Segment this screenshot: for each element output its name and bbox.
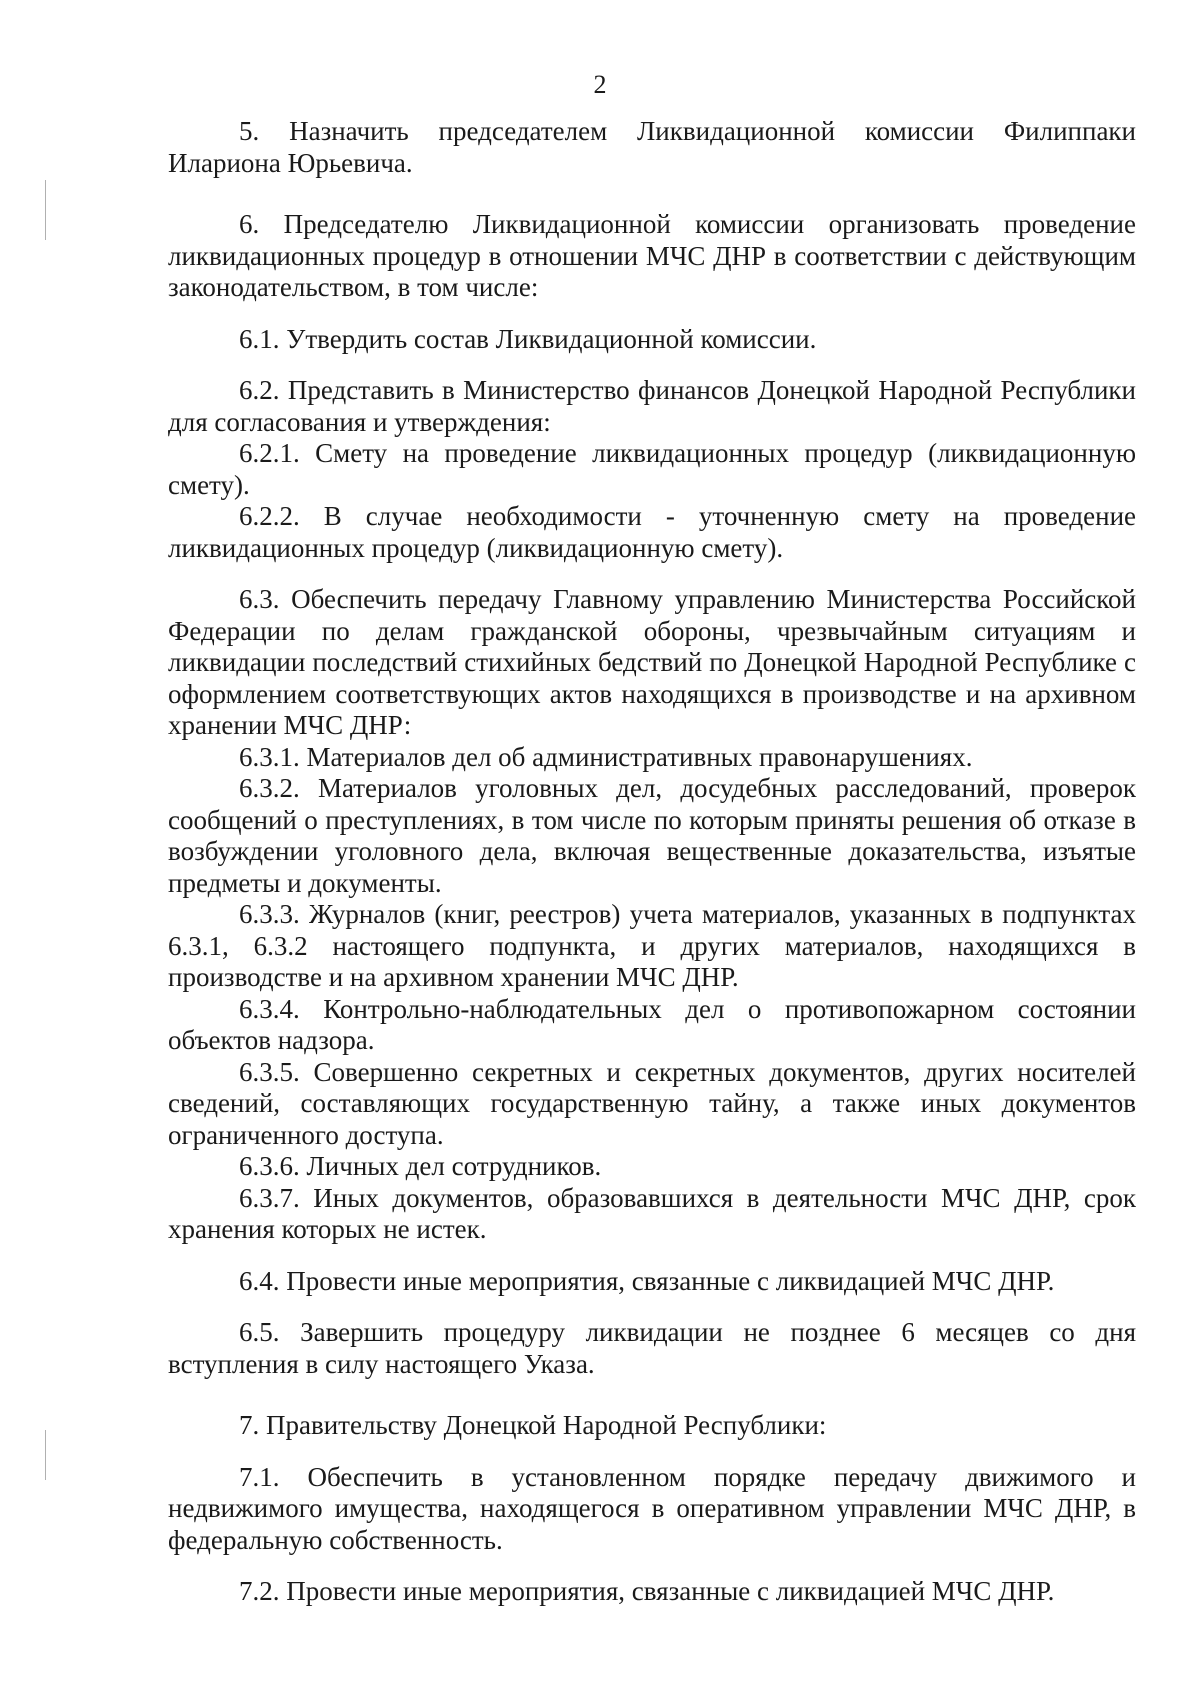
paragraph-5: 5. Назначить председателем Ликвидационной комиссии Филиппаки Илариона Юрьевича. xyxy=(168,116,1136,178)
paragraph-6-3-1: 6.3.1. Материалов дел об административных правонарушениях. xyxy=(239,741,973,772)
paragraph-6-3: 6.3. Обеспечить передачу Главному управлению Министерства Российской Федерации по делам гражданской обороны, чрезвычайным ситуациям и ликвидации последствий стихийных бедствий по Донецкой Народной Республике с оформлением соответствующих актов находящихся в производстве и на архивном хранении МЧС ДНР: xyxy=(168,584,1136,740)
paragraph-6-5: 6.5. Завершить процедуру ликвидации не позднее 6 месяцев со дня вступления в силу настоящего Указа. xyxy=(168,1317,1136,1379)
scan-artifact xyxy=(45,1430,46,1480)
paragraph-6-4: 6.4. Провести иные мероприятия, связанные с ликвидацией МЧС ДНР. xyxy=(239,1265,1055,1296)
paragraph-6-2-1: 6.2.1. Смету на проведение ликвидационных процедур (ликвидационную смету). xyxy=(168,438,1136,500)
document-body xyxy=(168,116,1136,1608)
paragraph-6-2-2: 6.2.2. В случае необходимости - уточненную смету на проведение ликвидационных процедур (ликвидационную смету). xyxy=(168,501,1136,563)
page-number: 2 xyxy=(593,70,607,99)
paragraph-6-2: 6.2. Представить в Министерство финансов Донецкой Народной Республики для согласования и утверждения: xyxy=(168,375,1136,437)
paragraph-7-2: 7.2. Провести иные мероприятия, связанные с ликвидацией МЧС ДНР. xyxy=(239,1576,1055,1606)
paragraph-6-3-3: 6.3.3. Журналов (книг, реестров) учета материалов, указанных в подпунктах 6.3.1, 6.3.2 настоящего подпункта, и других материалов, находящихся в производстве и на архивном хранении МЧС ДНР. xyxy=(168,899,1136,992)
scan-artifact xyxy=(45,180,46,240)
paragraph-7: 7. Правительству Донецкой Народной Республики: xyxy=(239,1410,827,1440)
paragraph-6-3-5: 6.3.5. Совершенно секретных и секретных документов, других носителей сведений, составляющих государственную тайну, а также иных документов ограниченного доступа. xyxy=(168,1056,1136,1150)
paragraph-6-3-6: 6.3.6. Личных дел сотрудников. xyxy=(239,1151,602,1181)
paragraph-7-1: 7.1. Обеспечить в установленном порядке передачу движимого и недвижимого имущества, находящегося в оперативном управлении МЧС ДНР, в федеральную собственность. xyxy=(168,1461,1136,1555)
paragraph-6-3-7: 6.3.7. Иных документов, образовавшихся в деятельности МЧС ДНР, срок хранения которых не истек. xyxy=(168,1182,1136,1244)
paragraph-6-3-4: 6.3.4. Контрольно-наблюдательных дел о противопожарном состоянии объектов надзора. xyxy=(168,993,1136,1055)
paragraph-6-3-2: 6.3.2. Материалов уголовных дел, досудебных расследований, проверок сообщений о преступлениях, в том числе по которым приняты решения об отказе в возбуждении уголовного дела, включая вещественные доказательства, изъятые предметы и документы. xyxy=(168,773,1136,898)
paragraph-6-1: 6.1. Утвердить состав Ликвидационной комиссии. xyxy=(239,323,817,354)
paragraph-6: 6. Председателю Ликвидационной комиссии организовать проведение ликвидационных процедур в отношении МЧС ДНР в соответствии с действующим законодательством, в том числе: xyxy=(168,209,1136,302)
